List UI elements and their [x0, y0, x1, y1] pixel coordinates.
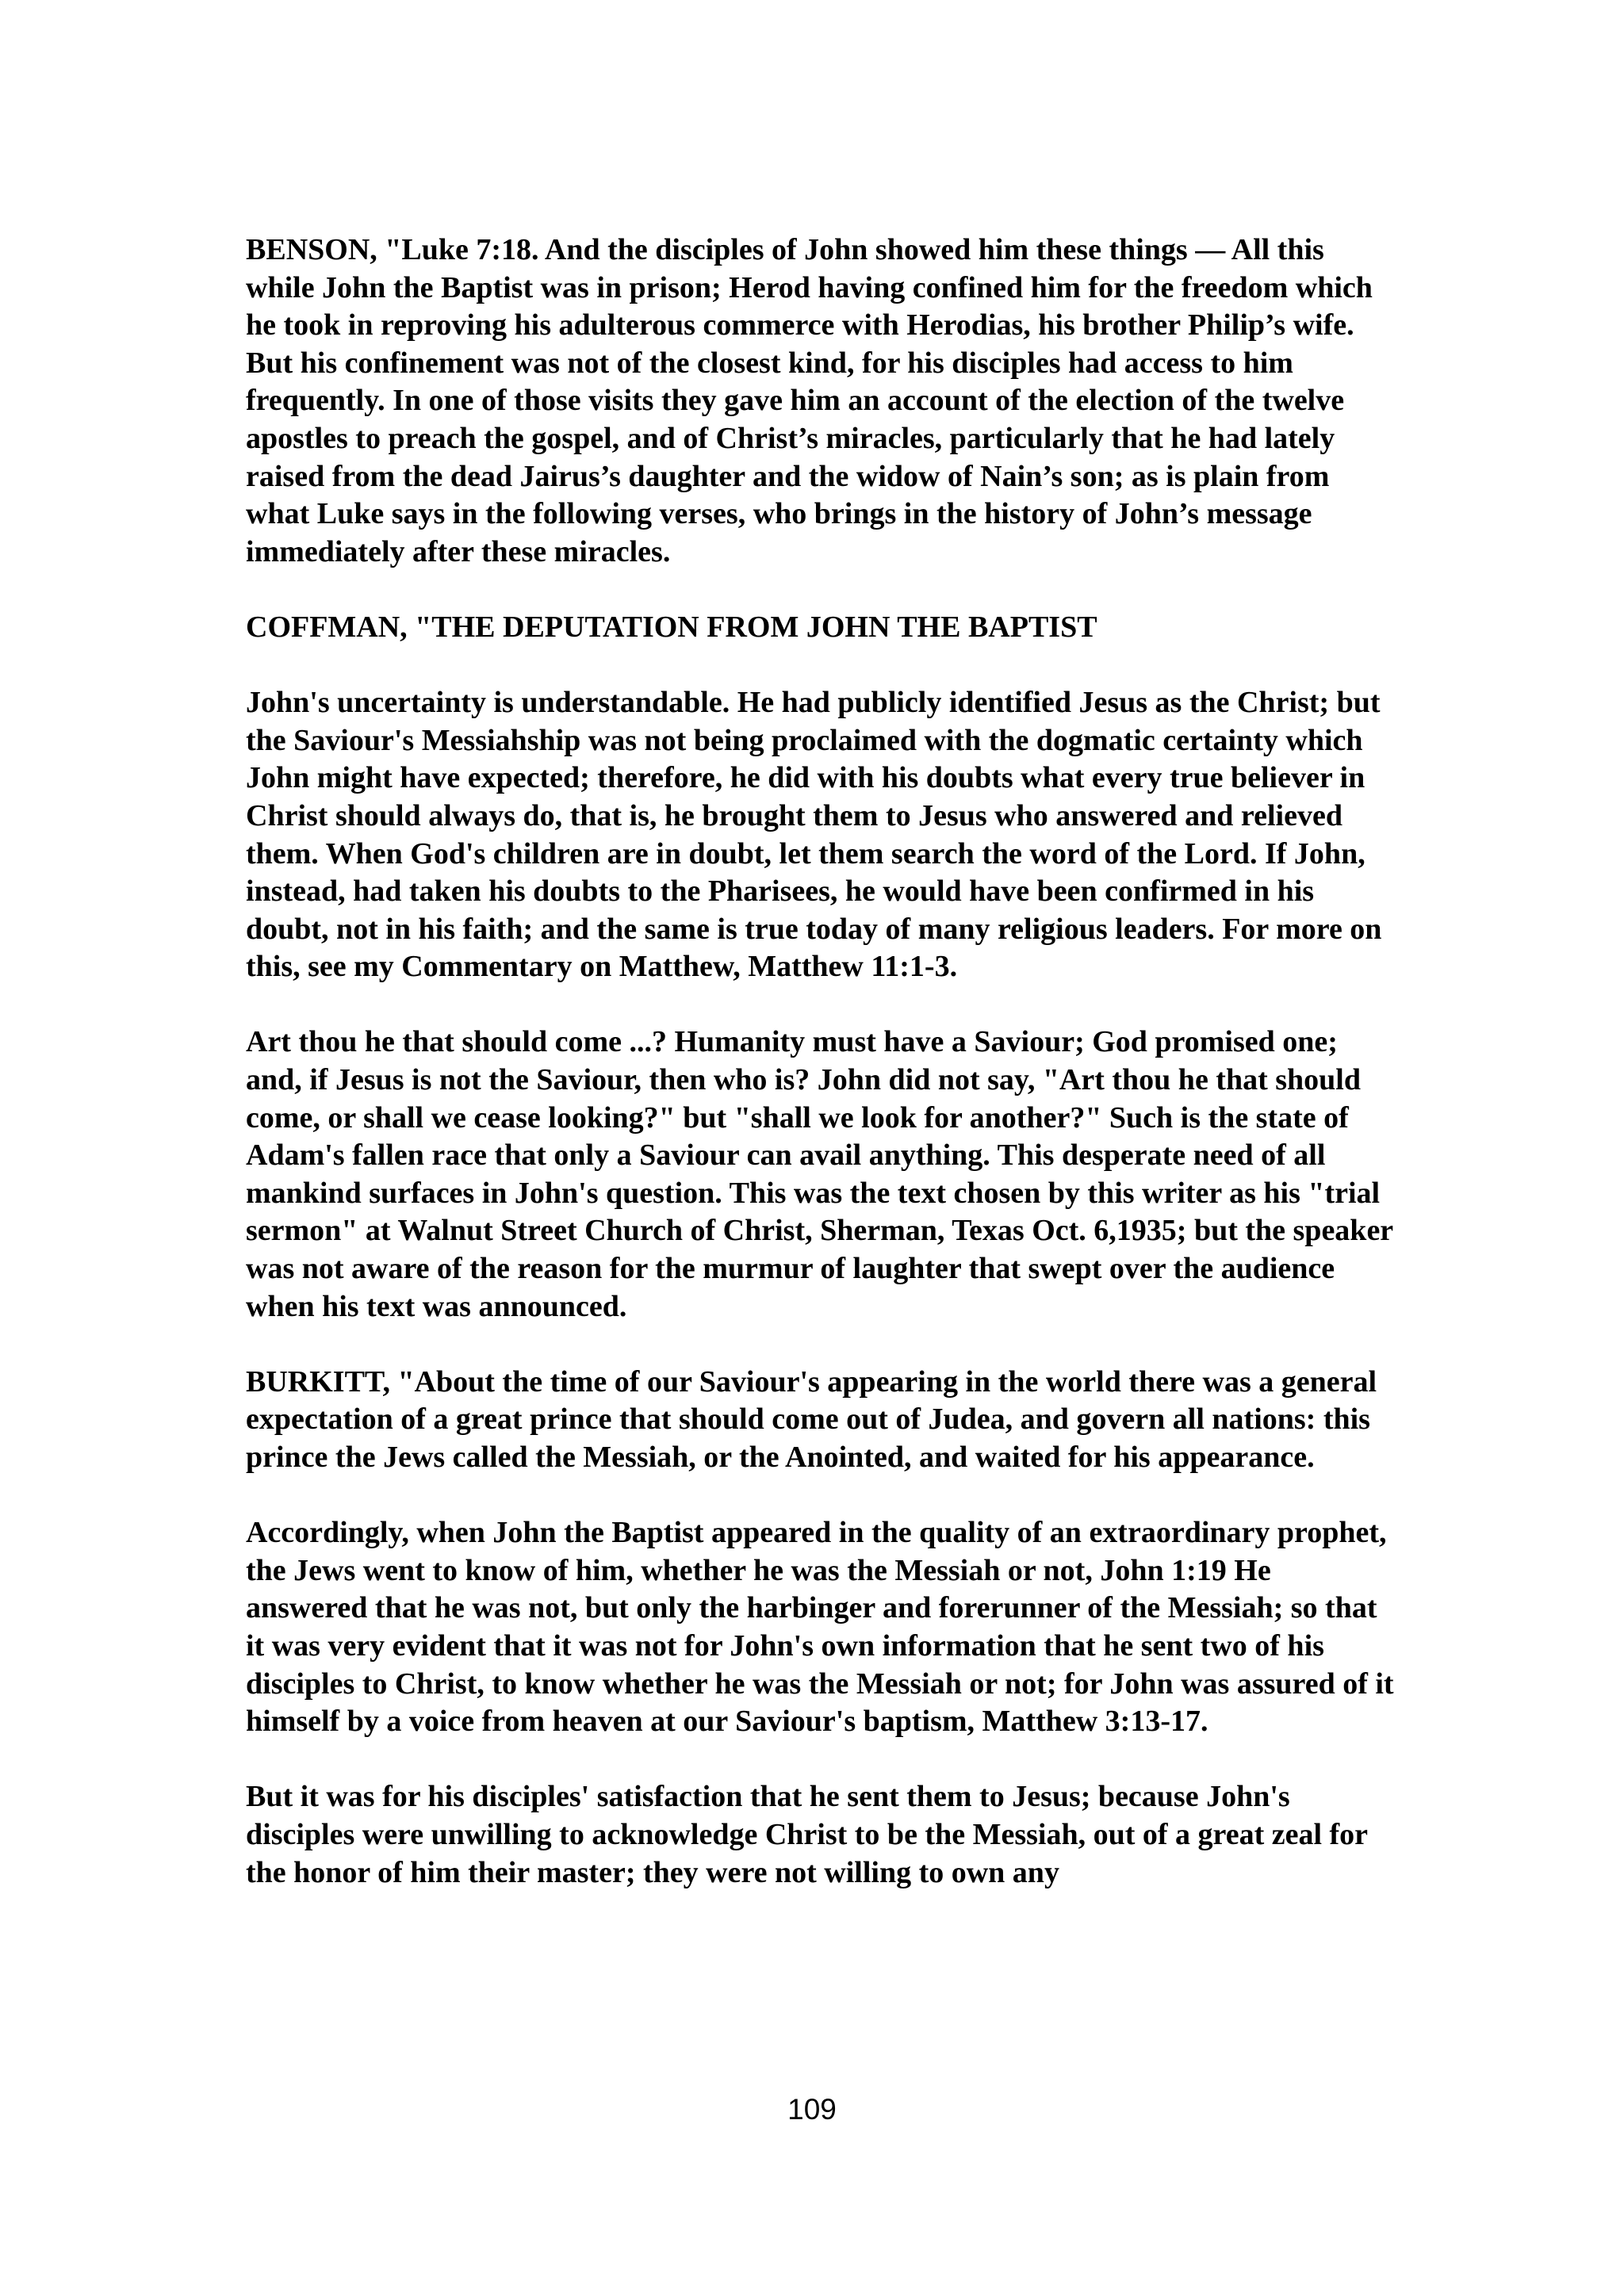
- paragraph-burkitt: BURKITT, "About the time of our Saviour's appearing in the world there was a general expectation of a great prince that should come out of Judea, and govern all nations: this prince the Jews called the Messiah, or the Anointed, and waited for his appearance.: [246, 1364, 1377, 1474]
- page-number: 109: [787, 2093, 837, 2126]
- heading-coffman: COFFMAN, "THE DEPUTATION FROM JOHN THE BAPTIST: [246, 610, 1097, 644]
- paragraph-accordingly: Accordingly, when John the Baptist appeared in the quality of an extraordinary prophet, the Jews went to know of him, whether he was the Messiah or not, John 1:19 He answered that he was not, but only the harbinger and forerunner of the Messiah; so that it was very evident that it was not for John's own information that he sent two of his disciples to Christ, to know whether he was the Messiah or not; for John was assured of it himself by a voice from heaven at our Saviour's baptism, Matthew 3:13-17.: [246, 1516, 1394, 1739]
- paragraph-disciples-satisfaction: But it was for his disciples' satisfaction that he sent them to Jesus; because John's disciples were unwilling to acknowledge Christ to be the Messiah, out of a great zeal for the honor of him their master; they were not willing to own any: [246, 1780, 1368, 1889]
- paragraph-art-thou: Art thou he that should come ...? Humanity must have a Saviour; God promised one; and, if Jesus is not the Saviour, then who is? John did not say, "Art thou he that should come, or shall we cease looking?" but "shall we look for another?" Such is the state of Adam's fallen race that only a Saviour can avail anything. This desperate need of all mankind surfaces in John's question. This was the text chosen by this writer as his "trial sermon" at Walnut Street Church of Christ, Sherman, Texas Oct. 6,1935; but the speaker was not aware of the reason for the murmur of laughter that swept over the audience when his text was announced.: [246, 1025, 1393, 1323]
- paragraph-johns-uncertainty: John's uncertainty is understandable. He had publicly identified Jesus as the Christ; but the Saviour's Messiahship was not being proclaimed with the dogmatic certainty which John might have expected; therefore, he did with his doubts what every true believer in Christ should always do, that is, he brought them to Jesus who answered and relieved them. When God's children are in doubt, let them search the word of the Lord. If John, instead, had taken his doubts to the Pharisees, he would have been confirmed in his doubt, not in his faith; and the same is true today of many religious leaders. For more on this, see my Commentary on Matthew, Matthew 11:1-3.: [246, 686, 1382, 984]
- body-text: [246, 232, 1396, 1892]
- paragraph-benson: BENSON, "Luke 7:18. And the disciples of John showed him these things — All this while John the Baptist was in prison; Herod having confined him for the freedom which he took in reproving his adulterous commerce with Herodias, his brother Philip’s wife. But his confinement was not of the closest kind, for his disciples had access to him frequently. In one of those visits they gave him an account of the election of the twelve apostles to preach the gospel, and of Christ’s miracles, particularly that he had lately raised from the dead Jairus’s daughter and the widow of Nain’s son; as is plain from what Luke says in the following verses, who brings in the history of John’s message immediately after these miracles.: [246, 233, 1373, 568]
